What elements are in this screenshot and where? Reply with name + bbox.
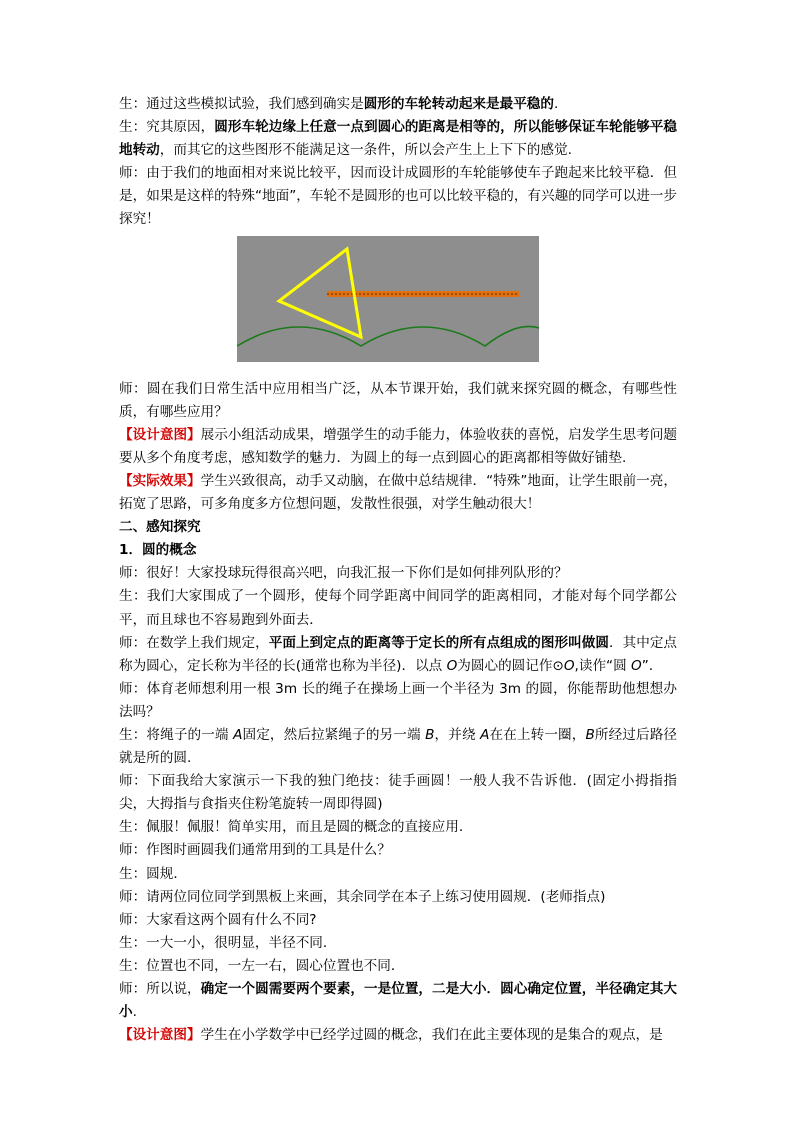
document-body (119, 93, 677, 1047)
circle-definition: 师：在数学上我们规定，平面上到定点的距离等于定长的所有点组成的图形叫做圆．其中定点称为圆心，定长称为半径的长(通常也称为半径)．以点 O为圆心的圆记作⊙O,读作“圆 O”. (119, 634, 678, 674)
paragraph-11: 生：将绳子的一端 A固定，然后拉紧绳子的另一端 B，并绕 A在在上转一圈，B所经过后路径就是所的圆. (119, 726, 677, 767)
paragraph-16: 师：请两位同位同学到黑板上来画，其余同学在本子上练习使用圆规．(老师指点) (119, 888, 606, 905)
design-intent-1: 【设计意图】展示小组活动成果，增强学生的动手能力，体验收获的喜悦，启发学生思考问题要从多个角度考虑，感知数学的魅力．为圆上的每一点到圆心的距离都相等做好铺垫. (119, 426, 678, 466)
paragraph-7: 师：很好！大家投球玩得很高兴吧，向我汇报一下你们是如何排列队形的？ (119, 565, 568, 582)
paragraph-15: 生：圆规． (119, 865, 187, 882)
paragraph-19: 生：位置也不同，一左一右，圆心位置也不同． (119, 957, 405, 974)
paragraph-2: 生：究其原因，圆形车轮边缘上任意一点到圆心的距离是相等的，所以能够保证车轮能够平稳地转动，而其它的这些图形不能满足这一条件，所以会产生上上下下的感觉. (119, 119, 678, 159)
actual-effect: 【实际效果】学生兴致很高，动手又动脑，在做中总结规律．“特殊”地面，让学生眼前一亮，拓宽了思路，可多角度多方位想问题，发散性很强，对学生触动很大！ (119, 472, 677, 513)
section-heading: 二、感知探究 (119, 519, 201, 536)
paragraph-17: 师：大家看这两个圆有什么不同? (119, 911, 317, 928)
paragraph-4: 师：圆在我们日常生活中应用相当广泛，从本节课开始，我们就来探究圆的概念，有哪些性质，有哪些应用？ (119, 380, 677, 420)
circle-elements-conclusion: 师：所以说，确定一个圆需要两个要素，一是位置，二是大小．圆心确定位置，半径确定其大小. (119, 981, 678, 1021)
paragraph-3: 师：由于我们的地面相对来说比较平，因而设计成圆形的车轮能够使车子跑起来比较平稳．但是，如果是这样的特殊“地面”，车轮不是圆形的也可以比较平稳的，有兴趣的同学可以进一步探究！ (119, 165, 677, 228)
rolling-triangle-figure (119, 236, 677, 366)
paragraph-13: 生：佩服！佩服！简单实用，而且是圆的概念的直接应用． (119, 819, 473, 836)
paragraph-8: 生：我们大家围成了一个圆形，使每个同学距离中间同学的距离相同，才能对每个同学都公平，而且球也不容易跑到外面去． (119, 588, 677, 628)
subsection-heading: 1．圆的概念 (119, 542, 197, 559)
paragraph-18: 生：一大一小，很明显，半径不同． (119, 934, 337, 951)
paragraph-12: 师：下面我给大家演示一下我的独门绝技：徒手画圆！一般人我不告诉他．(固定小拇指指尖，大拇指与食指夹住粉笔旋转一周即得圆) (119, 773, 677, 813)
paragraph-10: 师：体育老师想利用一根 3m 长的绳子在操场上画一个半径为 3m 的圆，你能帮助他想想办法吗？ (119, 680, 677, 720)
design-intent-2: 【设计意图】学生在小学数学中已经学过圆的概念，我们在此主要体现的是集合的观点，是 (119, 1027, 663, 1044)
paragraph-1: 生：通过这些模拟试验，我们感到确实是圆形的车轮转动起来是最平稳的. (119, 96, 559, 112)
paragraph-14: 师：作图时画圆我们通常用到的工具是什么？ (119, 842, 391, 859)
rolling-triangle-illustration (237, 236, 539, 362)
